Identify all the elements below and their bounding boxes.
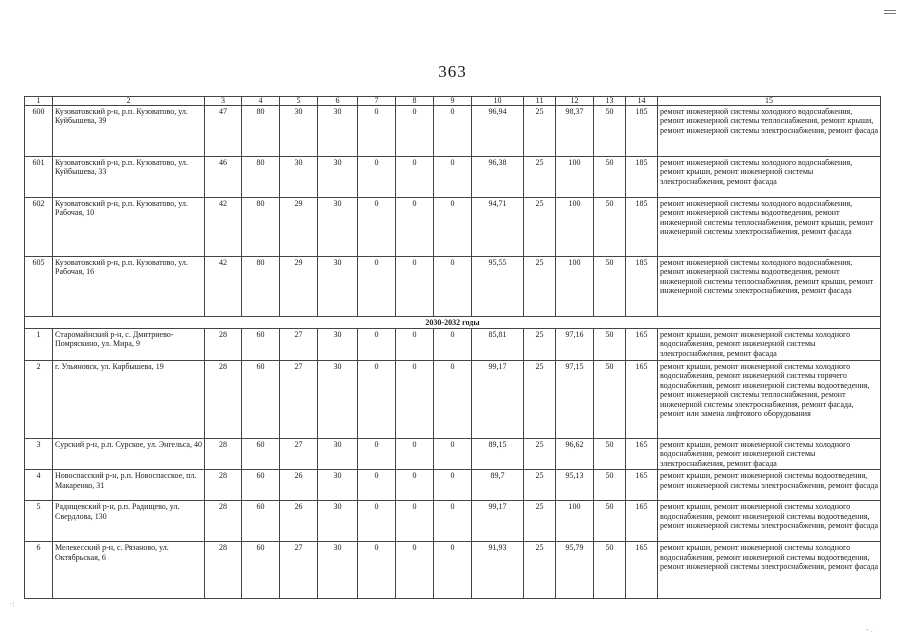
row-number: 1 xyxy=(25,329,53,361)
value-cell: 80 xyxy=(242,198,280,257)
column-number: 11 xyxy=(524,97,556,106)
value-cell: 30 xyxy=(318,157,358,198)
value-cell: 0 xyxy=(434,106,472,157)
value-cell: 50 xyxy=(594,257,626,317)
value-cell: 0 xyxy=(358,542,396,599)
value-cell: 0 xyxy=(358,501,396,542)
row-number: 601 xyxy=(25,157,53,198)
value-cell: 0 xyxy=(396,501,434,542)
value-cell: 60 xyxy=(242,329,280,361)
value-cell: 100 xyxy=(556,198,594,257)
works-cell: ремонт крыши, ремонт инженерной системы холодного водоснабжения, ремонт инженерной системы электроснабжения, ремонт фасада xyxy=(658,439,881,470)
value-cell: 50 xyxy=(594,501,626,542)
value-cell: 25 xyxy=(524,361,556,439)
scan-mark xyxy=(884,10,896,14)
column-number: 12 xyxy=(556,97,594,106)
value-cell: 50 xyxy=(594,542,626,599)
value-cell: 60 xyxy=(242,501,280,542)
value-cell: 0 xyxy=(396,257,434,317)
row-number: 600 xyxy=(25,106,53,157)
address-cell: Кузоватовский р-н, р.п. Кузоватово, ул. Куйбышева, 39 xyxy=(53,106,205,157)
works-cell: ремонт крыши, ремонт инженерной системы холодного водоснабжения, ремонт инженерной системы водоотведения, ремонт инженерной системы электроснабжения, ремонт фасада xyxy=(658,501,881,542)
value-cell: 60 xyxy=(242,470,280,501)
value-cell: 28 xyxy=(205,329,242,361)
value-cell: 80 xyxy=(242,157,280,198)
table-row xyxy=(25,157,881,198)
value-cell: 28 xyxy=(205,542,242,599)
value-cell: 96,62 xyxy=(556,439,594,470)
value-cell: 89,15 xyxy=(472,439,524,470)
column-number: 3 xyxy=(205,97,242,106)
address-cell: Мелекесский р-н, с. Рязаново, ул. Октябрьская, 6 xyxy=(53,542,205,599)
value-cell: 0 xyxy=(434,157,472,198)
value-cell: 97,16 xyxy=(556,329,594,361)
row-number: 605 xyxy=(25,257,53,317)
value-cell: 29 xyxy=(280,198,318,257)
value-cell: 100 xyxy=(556,257,594,317)
value-cell: 0 xyxy=(358,361,396,439)
works-cell: ремонт инженерной системы холодного водоснабжения, ремонт крыши, ремонт инженерной системы электроснабжения, ремонт фасада xyxy=(658,157,881,198)
row-number: 2 xyxy=(25,361,53,439)
value-cell: 50 xyxy=(594,361,626,439)
value-cell: 98,37 xyxy=(556,106,594,157)
value-cell: 27 xyxy=(280,361,318,439)
value-cell: 80 xyxy=(242,257,280,317)
value-cell: 185 xyxy=(626,198,658,257)
value-cell: 42 xyxy=(205,198,242,257)
value-cell: 165 xyxy=(626,542,658,599)
value-cell: 30 xyxy=(318,361,358,439)
row-number: 602 xyxy=(25,198,53,257)
value-cell: 27 xyxy=(280,439,318,470)
address-cell: Кузоватовский р-н, р.п. Кузоватово, ул. Рабочая, 10 xyxy=(53,198,205,257)
value-cell: 0 xyxy=(358,329,396,361)
value-cell: 0 xyxy=(434,501,472,542)
value-cell: 25 xyxy=(524,501,556,542)
value-cell: 50 xyxy=(594,198,626,257)
value-cell: 25 xyxy=(524,106,556,157)
table-row xyxy=(25,361,881,439)
value-cell: 185 xyxy=(626,106,658,157)
column-number: 8 xyxy=(396,97,434,106)
value-cell: 26 xyxy=(280,470,318,501)
value-cell: 0 xyxy=(396,542,434,599)
column-number: 14 xyxy=(626,97,658,106)
value-cell: 50 xyxy=(594,329,626,361)
value-cell: 185 xyxy=(626,257,658,317)
works-cell: ремонт инженерной системы холодного водоснабжения, ремонт инженерной системы водоотведения, ремонт инженерной системы теплоснабжения, ремонт крыши, ремонт инженерной системы электроснабжения, ремонт фасада xyxy=(658,257,881,317)
table-row xyxy=(25,329,881,361)
column-number: 4 xyxy=(242,97,280,106)
value-cell: 30 xyxy=(318,501,358,542)
row-number: 4 xyxy=(25,470,53,501)
value-cell: 25 xyxy=(524,542,556,599)
works-cell: ремонт крыши, ремонт инженерной системы холодного водоснабжения, ремонт инженерной системы горячего водоснабжения, ремонт инженерной системы водоотведения, ремонт инженерной системы теплоснабжения, ремонт инженерной системы электроснабжения, ремонт фасада, ремонт или замена лифтового оборудования xyxy=(658,361,881,439)
address-cell: Сурский р-н, р.п. Сурское, ул. Энгельса, 40 xyxy=(53,439,205,470)
value-cell: 165 xyxy=(626,361,658,439)
table-row xyxy=(25,501,881,542)
value-cell: 0 xyxy=(396,439,434,470)
column-number: 10 xyxy=(472,97,524,106)
table-row xyxy=(25,542,881,599)
address-cell: Новоспасский р-н, р.п. Новоспасское, пл. Макаренко, 31 xyxy=(53,470,205,501)
value-cell: 50 xyxy=(594,157,626,198)
row-number: 5 xyxy=(25,501,53,542)
value-cell: 0 xyxy=(396,329,434,361)
value-cell: 26 xyxy=(280,501,318,542)
column-number: 7 xyxy=(358,97,396,106)
works-cell: ремонт крыши, ремонт инженерной системы холодного водоснабжения, ремонт инженерной системы электроснабжения, ремонт фасада xyxy=(658,329,881,361)
value-cell: 25 xyxy=(524,439,556,470)
value-cell: 28 xyxy=(205,501,242,542)
value-cell: 0 xyxy=(358,257,396,317)
value-cell: 0 xyxy=(396,470,434,501)
value-cell: 0 xyxy=(358,157,396,198)
value-cell: 96,38 xyxy=(472,157,524,198)
value-cell: 0 xyxy=(434,439,472,470)
value-cell: 30 xyxy=(280,106,318,157)
address-cell: Старомайнский р-н, с. Дмитриево-Помряскино, ул. Мира, 9 xyxy=(53,329,205,361)
value-cell: 89,7 xyxy=(472,470,524,501)
value-cell: 91,93 xyxy=(472,542,524,599)
value-cell: 25 xyxy=(524,198,556,257)
value-cell: 27 xyxy=(280,329,318,361)
value-cell: 0 xyxy=(434,542,472,599)
value-cell: 30 xyxy=(318,439,358,470)
value-cell: 95,13 xyxy=(556,470,594,501)
period-row xyxy=(25,317,881,329)
value-cell: 30 xyxy=(318,329,358,361)
value-cell: 165 xyxy=(626,470,658,501)
value-cell: 28 xyxy=(205,470,242,501)
value-cell: 28 xyxy=(205,439,242,470)
value-cell: 30 xyxy=(318,257,358,317)
scan-mark: ·: xyxy=(10,600,15,608)
value-cell: 25 xyxy=(524,329,556,361)
column-number: 13 xyxy=(594,97,626,106)
value-cell: 0 xyxy=(396,106,434,157)
row-number: 3 xyxy=(25,439,53,470)
address-cell: г. Ульяновск, ул. Карбышева, 19 xyxy=(53,361,205,439)
value-cell: 0 xyxy=(434,361,472,439)
scan-mark: - . xyxy=(866,626,873,634)
table-row xyxy=(25,257,881,317)
value-cell: 80 xyxy=(242,106,280,157)
value-cell: 0 xyxy=(434,257,472,317)
value-cell: 165 xyxy=(626,501,658,542)
table-row xyxy=(25,439,881,470)
value-cell: 97,15 xyxy=(556,361,594,439)
value-cell: 99,17 xyxy=(472,501,524,542)
value-cell: 165 xyxy=(626,329,658,361)
period-label: 2030-2032 годы xyxy=(25,317,881,329)
value-cell: 0 xyxy=(358,439,396,470)
value-cell: 50 xyxy=(594,106,626,157)
column-number: 5 xyxy=(280,97,318,106)
value-cell: 30 xyxy=(318,106,358,157)
value-cell: 50 xyxy=(594,470,626,501)
value-cell: 27 xyxy=(280,542,318,599)
value-cell: 47 xyxy=(205,106,242,157)
value-cell: 0 xyxy=(396,198,434,257)
value-cell: 25 xyxy=(524,470,556,501)
value-cell: 99,17 xyxy=(472,361,524,439)
value-cell: 165 xyxy=(626,439,658,470)
value-cell: 0 xyxy=(358,106,396,157)
capital-repair-table xyxy=(24,96,881,599)
table-row xyxy=(25,106,881,157)
value-cell: 100 xyxy=(556,157,594,198)
column-number: 6 xyxy=(318,97,358,106)
address-cell: Кузоватовский р-н, р.п. Кузоватово, ул. Куйбышева, 33 xyxy=(53,157,205,198)
table-row xyxy=(25,198,881,257)
value-cell: 95,79 xyxy=(556,542,594,599)
column-number: 2 xyxy=(53,97,205,106)
address-cell: Кузоватовский р-н, р.п. Кузоватово, ул. Рабочая, 16 xyxy=(53,257,205,317)
address-cell: Радищевский р-н, р.п. Радищево, ул. Свердлова, 130 xyxy=(53,501,205,542)
works-cell: ремонт крыши, ремонт инженерной системы холодного водоснабжения, ремонт инженерной системы водоотведения, ремонт инженерной системы электроснабжения, ремонт фасада xyxy=(658,542,881,599)
value-cell: 0 xyxy=(396,361,434,439)
value-cell: 25 xyxy=(524,257,556,317)
value-cell: 50 xyxy=(594,439,626,470)
value-cell: 100 xyxy=(556,501,594,542)
column-number-row xyxy=(25,97,881,106)
value-cell: 30 xyxy=(318,470,358,501)
row-number: 6 xyxy=(25,542,53,599)
value-cell: 0 xyxy=(434,329,472,361)
value-cell: 185 xyxy=(626,157,658,198)
works-cell: ремонт крыши, ремонт инженерной системы водоотведения, ремонт инженерной системы электроснабжения, ремонт фасада xyxy=(658,470,881,501)
column-number: 1 xyxy=(25,97,53,106)
value-cell: 94,71 xyxy=(472,198,524,257)
value-cell: 0 xyxy=(396,157,434,198)
value-cell: 60 xyxy=(242,439,280,470)
value-cell: 0 xyxy=(434,470,472,501)
table-row xyxy=(25,470,881,501)
column-number: 15 xyxy=(658,97,881,106)
value-cell: 0 xyxy=(358,198,396,257)
value-cell: 85,81 xyxy=(472,329,524,361)
value-cell: 28 xyxy=(205,361,242,439)
value-cell: 30 xyxy=(318,198,358,257)
value-cell: 46 xyxy=(205,157,242,198)
page-number: 363 xyxy=(438,62,467,81)
value-cell: 25 xyxy=(524,157,556,198)
value-cell: 30 xyxy=(318,542,358,599)
works-cell: ремонт инженерной системы холодного водоснабжения, ремонт инженерной системы теплоснабжения, ремонт крыши, ремонт инженерной системы электроснабжения, ремонт фасада xyxy=(658,106,881,157)
value-cell: 60 xyxy=(242,542,280,599)
value-cell: 95,55 xyxy=(472,257,524,317)
value-cell: 30 xyxy=(280,157,318,198)
works-cell: ремонт инженерной системы холодного водоснабжения, ремонт инженерной системы водоотведения, ремонт инженерной системы теплоснабжения, ремонт крыши, ремонт инженерной системы электроснабжения, ремонт фасада xyxy=(658,198,881,257)
column-number: 9 xyxy=(434,97,472,106)
value-cell: 96,94 xyxy=(472,106,524,157)
value-cell: 0 xyxy=(434,198,472,257)
value-cell: 29 xyxy=(280,257,318,317)
value-cell: 0 xyxy=(358,470,396,501)
value-cell: 60 xyxy=(242,361,280,439)
value-cell: 42 xyxy=(205,257,242,317)
